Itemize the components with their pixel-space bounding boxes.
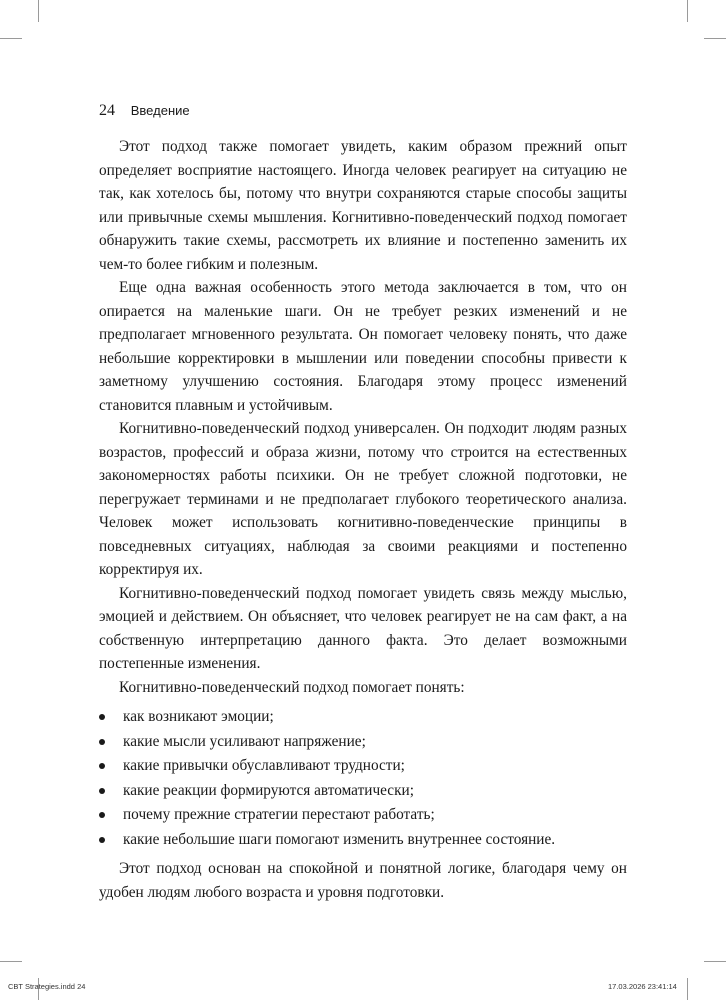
list-item [99, 830, 627, 850]
list-item [99, 805, 627, 825]
slug-timestamp: 17.03.2026 23:41:14 [608, 982, 677, 991]
paragraph: Еще одна важная особенность этого метода заключается в том, что он опирается на маленькие шаги. Он не требует резких изменений и не предполагает мгновенного результата. Он помогает человеку понять, что даже небольшие корректировки в мышлении или поведении способны привести к заметному улучшению состояния. Благодаря этому процесс изменений становится плавным и устойчивым. [99, 279, 627, 414]
bullet-icon [99, 739, 105, 745]
body-text [99, 135, 627, 904]
list-item-text: почему прежние стратегии перестают работать; [123, 806, 435, 823]
closing-paragraph: Этот подход основан на спокойной и понятной логике, благодаря чему он удобен людям любого возраста и уровня подготовки. [99, 860, 627, 901]
bullet-icon [99, 714, 105, 720]
list-intro: Когнитивно-поведенческий подход помогает понять: [119, 678, 465, 696]
crop-mark-bottom-right [687, 978, 688, 1000]
list-item-text: какие небольшие шаги помогают изменить внутреннее состояние. [123, 830, 556, 848]
paragraph: Когнитивно-поведенческий подход универсален. Он подходит людям разных возрастов, профессий и образа жизни, потому что строится на естественных закономерностях работы психики. Он не требует сложной подготовки, не перегружает терминами и не предполагает глубокого теоретического анализа. Человек может использовать когнитивно-поведенческие принципы в повседневных ситуациях, наблюдая за своими реакциями и постепенно корректируя их. [99, 420, 627, 578]
list-item-text: какие мысли усиливают напряжение; [123, 732, 366, 750]
paragraph: Этот подход также помогает увидеть, каким образом прежний опыт определяет восприятие настоящего. Иногда человек реагирует на ситуацию не так, как хотелось бы, потому что внутри сохраняются старые способы защиты или привычные схемы мышления. Когнитивно-поведенческий подход помогает обнаружить такие схемы, рассмотреть их влияние и постепенно заменить их чем-то более гибким и полезным. [99, 138, 627, 273]
running-head [99, 101, 190, 121]
list-item [99, 781, 627, 801]
crop-mark-top-left [38, 0, 39, 22]
list-item [99, 732, 627, 752]
bullet-icon [99, 788, 105, 794]
bullet-list [99, 707, 627, 849]
crop-mark-right-bottom [704, 961, 726, 962]
section-title: Введение [130, 103, 190, 118]
list-item-text: какие привычки обуславливают трудности; [123, 757, 405, 774]
paragraph: Когнитивно-поведенческий подход помогает увидеть связь между мыслью, эмоцией и действием. Он объясняет, что человек реагирует не на сам факт, а на собственную интерпретацию данного факта. Это делает возможными постепенные изменения. [99, 584, 627, 672]
list-item [99, 756, 627, 776]
list-item [99, 707, 627, 727]
bullet-icon [99, 837, 105, 843]
list-item-text: какие реакции формируются автоматически; [123, 781, 414, 799]
bullet-icon [99, 812, 105, 818]
bullet-icon [99, 763, 105, 769]
slug-file-name: CBT Strategies.indd 24 [8, 982, 86, 991]
crop-mark-left-bottom [0, 961, 22, 962]
page-number: 24 [99, 102, 115, 119]
list-item-text: как возникают эмоции; [123, 708, 274, 725]
crop-mark-right-top [704, 38, 726, 39]
crop-mark-left-top [0, 38, 22, 39]
crop-mark-top-right [687, 0, 688, 22]
